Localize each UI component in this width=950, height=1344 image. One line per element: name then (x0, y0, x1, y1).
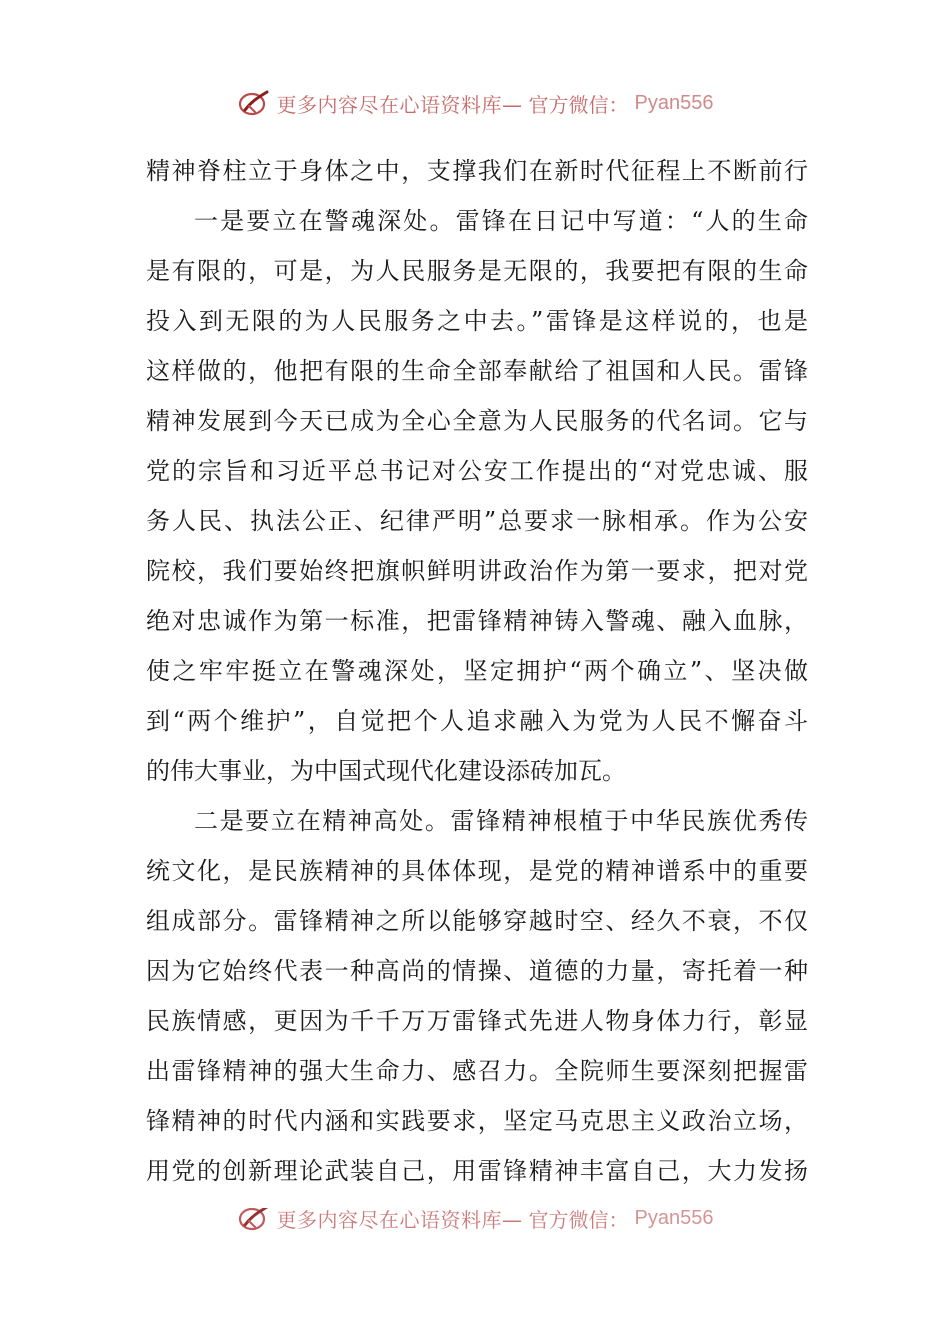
header-watermark (0, 86, 950, 120)
document-body (146, 146, 808, 1196)
banner-text: 更多内容尽在心语资料库— (276, 92, 523, 117)
text-line-15: 统文化，是民族精神的具体体现，是党的精神谱系中的重要 (146, 857, 808, 885)
text-line-11: 使之牢牢挺立在警魂深处，坚定拥护“两个确立”、坚决做 (146, 657, 808, 685)
text-line-4: 投入到无限的为人民服务之中去。”雷锋是这样说的，也是 (146, 307, 808, 335)
footer-banner-wechat-id: Pyan556 (634, 1208, 714, 1229)
text-line-9: 院校，我们要始终把旗帜鲜明讲政治作为第一要求，把对党 (146, 557, 808, 585)
text-line-21: 用党的创新理论武装自己，用雷锋精神丰富自己，大力发扬 (146, 1157, 808, 1185)
text-line-5: 这样做的，他把有限的生命全部奉献给了祖国和人民。雷锋 (146, 357, 808, 385)
text-line-12: 到“两个维护”，自觉把个人追求融入为党为人民不懈奋斗 (146, 707, 808, 735)
pen-logo-icon (237, 1208, 271, 1233)
text-line-10: 绝对忠诚作为第一标准，把雷锋精神铸入警魂、融入血脉， (146, 607, 808, 635)
text-line-19: 出雷锋精神的强大生命力、感召力。全院师生要深刻把握雷 (146, 1057, 808, 1085)
banner-wechat-id: Pyan556 (634, 91, 714, 114)
text-line-13: 的伟大事业，为中国式现代化建设添砖加瓦。 (146, 757, 626, 785)
text-line-18: 民族情感，更因为千千万万雷锋式先进人物身体力行，彰显 (146, 1007, 808, 1035)
text-line-1: 精神脊柱立于身体之中，支撑我们在新时代征程上不断前行 (146, 157, 808, 185)
footer-banner-text: 更多内容尽在心语资料库— (276, 1208, 523, 1232)
footer-banner-wechat-label: 官方微信： (528, 1208, 629, 1232)
text-line-8: 务人民、执法公正、纪律严明”总要求一脉相承。作为公安 (146, 507, 808, 535)
pen-logo-icon (237, 88, 271, 118)
text-line-6: 精神发展到今天已成为全心全意为人民服务的代名词。它与 (146, 407, 808, 435)
text-line-20: 锋精神的时代内涵和实践要求，坚定马克思主义政治立场， (146, 1107, 808, 1135)
text-line-2: 一是要立在警魂深处。雷锋在日记中写道：“人的生命 (194, 207, 808, 235)
text-line-3: 是有限的，可是，为人民服务是无限的，我要把有限的生命 (146, 257, 808, 285)
text-line-17: 因为它始终代表一种高尚的情操、道德的力量，寄托着一种 (146, 957, 808, 985)
banner-wechat-label: 官方微信： (528, 92, 629, 117)
text-line-7: 党的宗旨和习近平总书记对公安工作提出的“对党忠诚、服 (146, 457, 808, 485)
text-line-16: 组成部分。雷锋精神之所以能够穿越时空、经久不衰，不仅 (146, 907, 808, 935)
footer-watermark (0, 1208, 950, 1238)
text-line-14: 二是要立在精神高处。雷锋精神根植于中华民族优秀传 (194, 807, 808, 835)
